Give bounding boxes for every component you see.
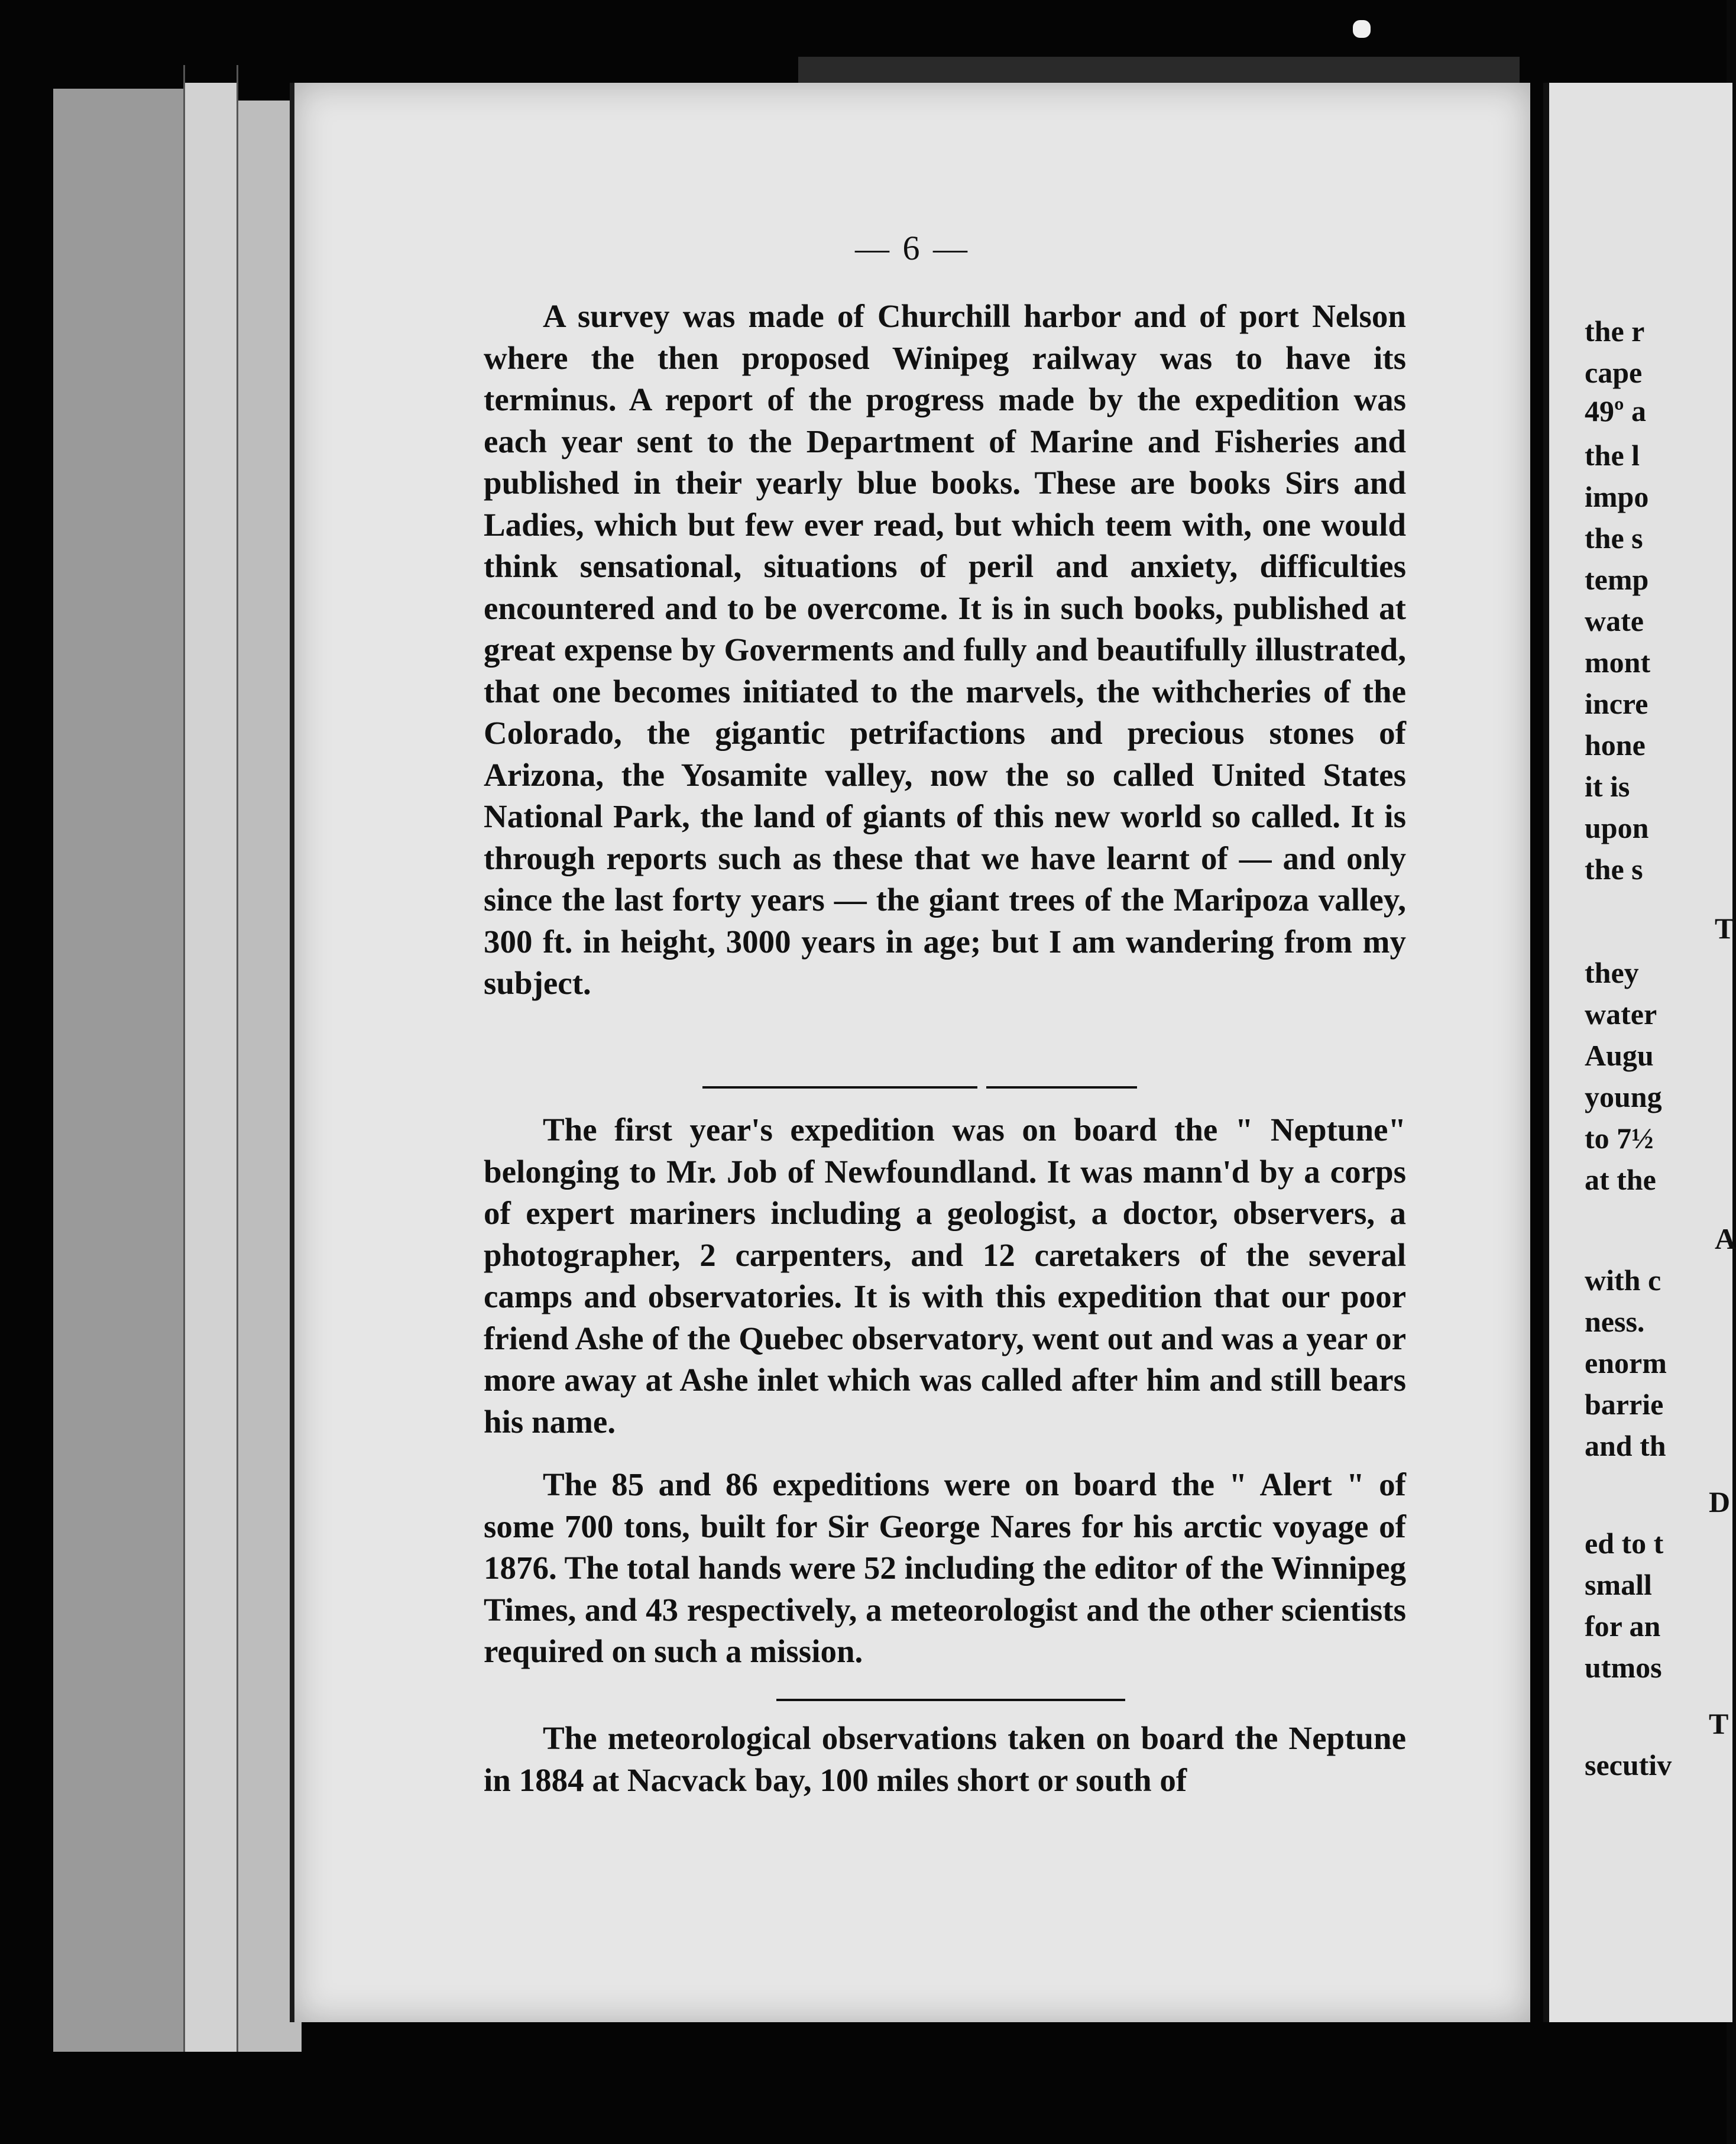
adjacent-page-fragment: wate [1585, 604, 1644, 637]
page-edge-stack [53, 65, 302, 2064]
adjacent-page-fragment: Augu [1585, 1039, 1654, 1072]
adjacent-page-fragment: it is [1585, 770, 1630, 803]
adjacent-page [1543, 83, 1736, 2022]
page-number: — 6 — [855, 229, 970, 267]
adjacent-page-fragment: A [1715, 1222, 1736, 1255]
paragraph-meteorological: The meteorological observations taken on board the Neptune in 1884 at Nacvack bay, 100 miles short or south of [484, 1720, 1406, 1798]
adjacent-page-fragment: impo [1585, 480, 1649, 513]
section-divider [776, 1699, 1125, 1701]
section-divider [986, 1086, 1137, 1089]
book-page [290, 83, 1530, 2022]
film-mark [1353, 20, 1371, 38]
adjacent-page-fragment: utmos [1585, 1651, 1662, 1684]
page-edge-line [183, 65, 185, 2052]
adjacent-page-fragment: hone [1585, 728, 1646, 762]
adjacent-page-fragment: the s [1585, 853, 1643, 886]
paragraph-neptune: The first year's expedition was on board the " Neptune" belonging to Mr. Job of Newfoundland. It was mann'd by a corps of expert mariners including a geologist, a doctor, observers, a photographer, 2 carpenters, and 12 caretakers of the several camps and observatories. It is with this expedition that our poor friend Ashe of the Quebec observatory, went out and was a year or more away at Ashe inlet which was called after him and still bears his name. [484, 1112, 1406, 1440]
adjacent-page-fragment: they [1585, 956, 1639, 989]
page-edge [53, 89, 183, 2052]
adjacent-page-fragment: ness. [1585, 1305, 1645, 1338]
paragraph-survey: A survey was made of Churchill harbor and of port Nelson where the then proposed Winipeg railway was to have its terminus. A report of the progress made by the expedition was each year sent to the Department of Marine and Fisheries and published in their yearly blue books. These are books Sirs and Ladies, which but few ever read, but which teem with, one would think sensational, situations of peril and anxiety, difficulties encountered and to be overcome. It is in such books, published at great expense by Goverments and fully and beautifully illustrated, that one becomes initiated to the marvels, the withcheries of the Colorado, the gigantic petrifactions and precious stones of Arizona, the Yosamite valley, now the so called United States National Park, the land of giants of this new world so called. It is through reports such as these that we have learnt of — and only since the last forty years — the giant trees of the Maripoza valley, 300 ft. in height, 3000 years in age; but I am wandering from my subject. [484, 298, 1406, 1001]
adjacent-page-fragment: cape [1585, 356, 1643, 389]
adjacent-page-fragment: upon [1585, 811, 1649, 844]
adjacent-page-fragment: young [1585, 1080, 1662, 1113]
page-edge-line [237, 65, 238, 2052]
adjacent-page-fragment: 49º a [1585, 394, 1647, 427]
adjacent-page-fragment: to 7½ [1585, 1122, 1654, 1155]
adjacent-page-fragment: incre [1585, 687, 1648, 720]
adjacent-page-fragment: the r [1585, 315, 1645, 348]
adjacent-page-fragment: small [1585, 1568, 1652, 1601]
adjacent-page-fragment: barrie [1585, 1388, 1664, 1421]
adjacent-page-fragment: ed to t [1585, 1527, 1664, 1560]
adjacent-page-fragment: T [1715, 912, 1735, 945]
adjacent-page-fragment: temp [1585, 563, 1649, 596]
section-divider [702, 1086, 977, 1089]
adjacent-page-fragment: T [1709, 1707, 1729, 1740]
adjacent-page-fragment: and th [1585, 1429, 1666, 1462]
adjacent-page-fragment: the s [1585, 522, 1643, 555]
adjacent-page-fragment: the l [1585, 439, 1640, 472]
adjacent-page-fragment: with c [1585, 1264, 1661, 1297]
adjacent-page-fragment: D [1709, 1485, 1731, 1518]
adjacent-page-fragment: mont [1585, 646, 1651, 679]
adjacent-page-fragment: water [1585, 997, 1657, 1031]
adjacent-page-fragment: enorm [1585, 1346, 1667, 1379]
page-edge [183, 83, 237, 2052]
paragraph-alert: The 85 and 86 expeditions were on board the " Alert " of some 700 tons, built for Sir George Nares for his arctic voyage of 1876. The total hands were 52 including the editor of the Winnipeg Times, and 43 respectively, a meteorologist and the other scientists required on such a mission. [484, 1466, 1406, 1669]
adjacent-page-fragment: secutiv [1585, 1748, 1672, 1782]
adjacent-page-fragment: for an [1585, 1609, 1661, 1643]
adjacent-page-fragment: at the [1585, 1163, 1656, 1196]
